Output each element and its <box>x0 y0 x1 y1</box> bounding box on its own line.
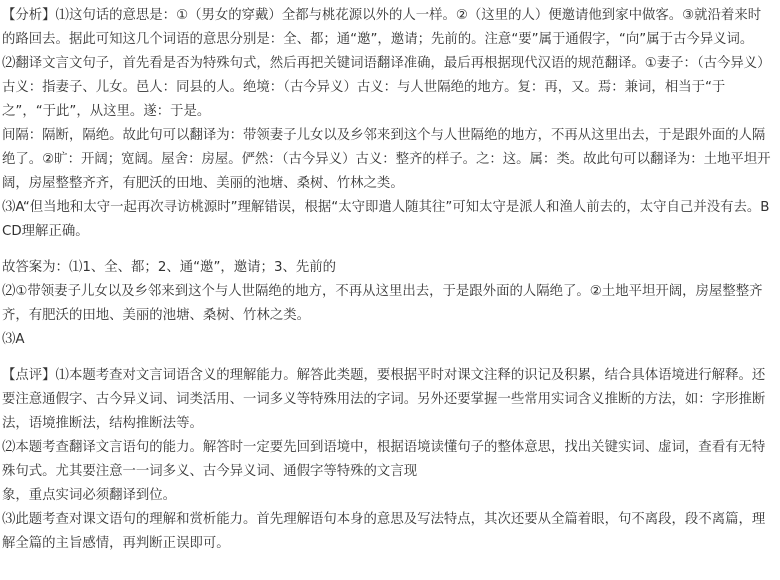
comment-line-3: 象，重点实词必须翻译到位。 <box>2 488 177 503</box>
analysis-line-2: ⑵翻译文言文句子，首先看是否为特殊句式，然后再把关键词语翻译准确，最后再根据现代汉语的规范翻译。①妻子：（古今异义）古义：指妻子、儿女。邑人：同县的人。绝境：（古今异义）古义：与人世隔绝的地方。复：再，又。焉：兼词，相当于“于之”，“于此”，从这里。遂：于是。 <box>2 56 771 119</box>
analysis-line-1: 【分析】⑴这句话的意思是：①（男女的穿戴）全都与桃花源以外的人一样。②（这里的人）便邀请他到家中做客。③就沿着来时的路回去。据此可知这几个词语的意思分别是：全、都；通“邀”，邀请；先前的。注意“要”属于通假字，“向”属于古今异义词。 <box>2 8 762 47</box>
analysis-section <box>2 4 774 244</box>
comment-line-2: ⑵本题考查翻译文言语句的能力。解答时一定要先回到语境中，根据语境读懂句子的整体意思，找出关键实词、虚词，查看有无特殊句式。尤其要注意一一词多义、古今异义词、通假字等特殊的文言现 <box>2 440 766 479</box>
answer-line-2: ⑵①带领妻子儿女以及乡邻来到这个与人世隔绝的地方，不再从这里出去，于是跟外面的人隔绝了。②土地平坦开阔，房屋整整齐齐，有肥沃的田地、美丽的池塘、桑树、竹林之类。 <box>2 284 763 323</box>
comment-line-4: ⑶此题考查对课文语句的理解和赏析能力。首先理解语句本身的意思及写法特点，其次还要从全篇着眼，句不离段，段不离篇，理解全篇的主旨感情，再判断正误即可。 <box>2 512 766 551</box>
analysis-line-4: ⑶A“但当地和太守一起再次寻访桃源时”理解错误，根据“太守即遣人随其往”可知太守是派人和渔人前去的，太守自己并没有去。BCD理解正确。 <box>2 200 770 239</box>
answer-section <box>2 256 774 352</box>
answer-line-3: ⑶A <box>2 332 25 347</box>
section-spacer <box>2 244 774 256</box>
comment-section <box>2 364 774 556</box>
answer-line-1: 故答案为：⑴1、全、都；2、通“邀”，邀请；3、先前的 <box>2 260 337 275</box>
section-spacer <box>2 352 774 364</box>
analysis-line-3: 间隔：隔断，隔绝。故此句可以翻译为：带领妻子儿女以及乡邻来到这个与人世隔绝的地方，不再从这里出去，于是跟外面的人隔绝了。②旷：开阔；宽阔。屋舍：房屋。俨然：（古今异义）古义：整齐的样子。之：这。属：类。故此句可以翻译为：土地平坦开阔，房屋整整齐齐，有肥沃的田地、美丽的池塘、桑树、竹林之类。 <box>2 128 771 191</box>
comment-line-1: 【点评】⑴本题考查对文言词语含义的理解能力。解答此类题，要根据平时对课文注释的识记及积累，结合具体语境进行解释。还要注意通假字、古今异义词、词类活用、一词多义等特殊用法的字词。另外还要掌握一些常用实词含义推断的方法，如：字形推断法，语境推断法，结构推断法等。 <box>2 368 766 431</box>
